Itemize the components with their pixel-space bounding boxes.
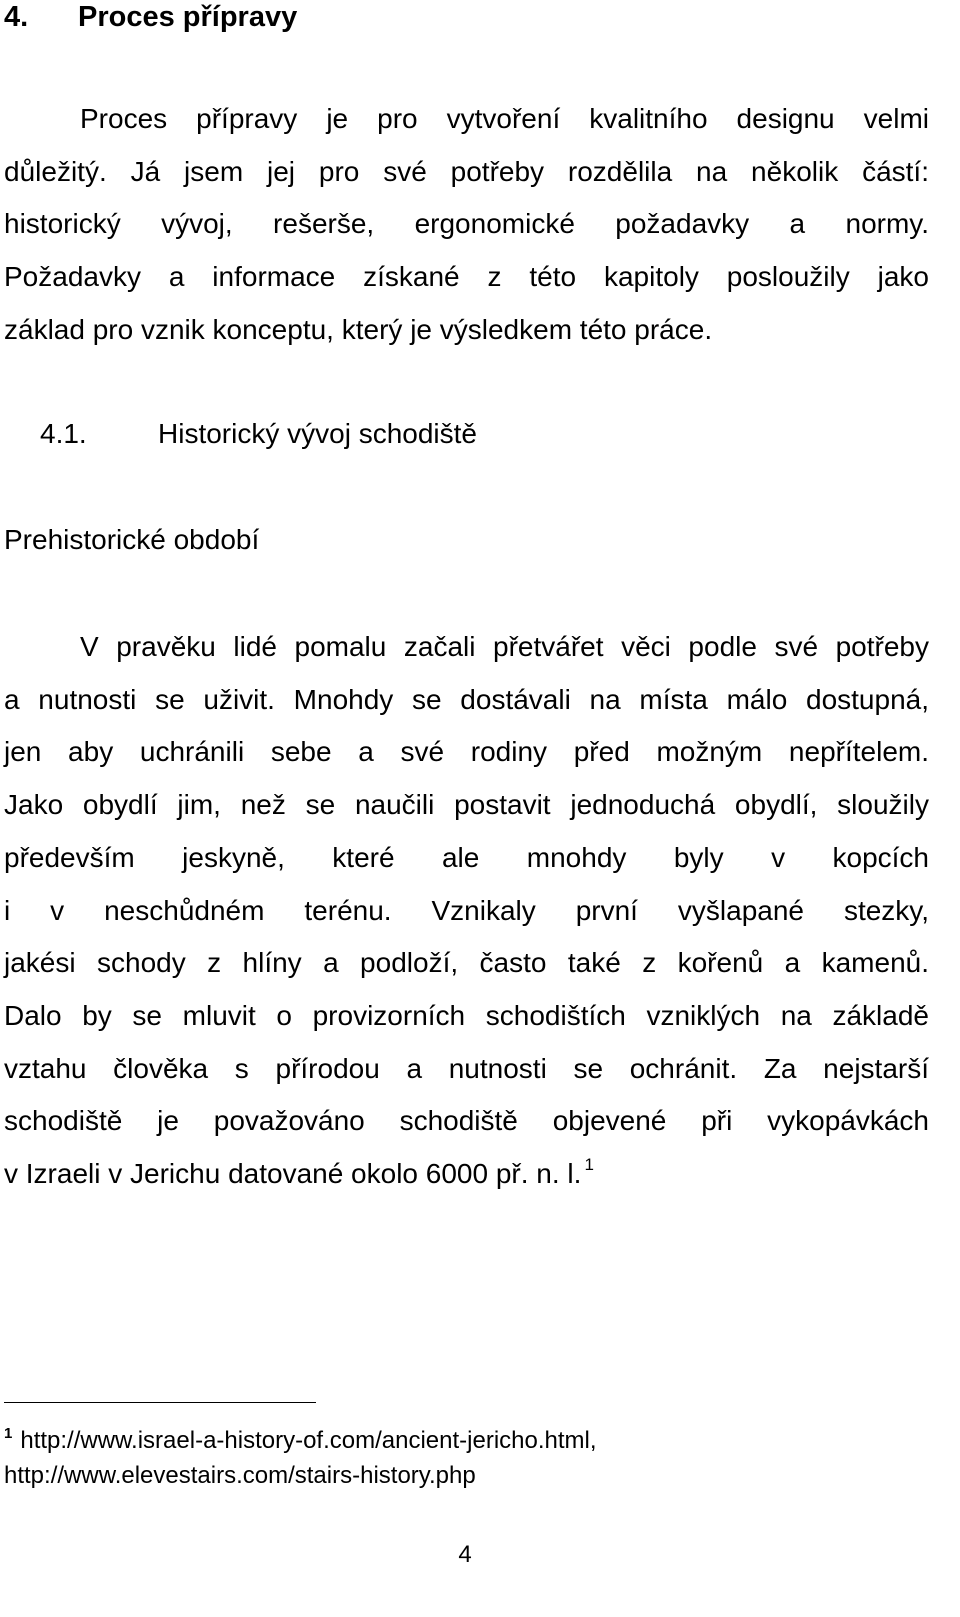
footnote-reference[interactable]: 1 [584, 1155, 594, 1175]
prehistoric-line: vztahu člověka s přírodou a nutnosti se ochránit. Za nejstarší [4, 1052, 929, 1084]
footnote-line-2 [4, 1460, 597, 1492]
footnote-mark: 1 [4, 1425, 13, 1442]
prehistoric-line: jakési schody z hlíny a podloží, často také z kořenů a kamenů. [4, 947, 929, 979]
section-title: Historický vývoj schodiště [158, 418, 477, 449]
page-number: 4 [458, 1541, 472, 1568]
chapter-heading [4, 0, 297, 34]
prehistoric-line: V pravěku lidé pomalu začali přetvářet věci podle své potřeby [80, 631, 929, 662]
intro-line: důležitý. Já jsem jej pro své potřeby rozdělila na několik částí: [4, 155, 929, 187]
section-heading [40, 414, 477, 454]
prehistoric-line: Jako obydlí jim, než se naučili postavit jednoduchá obydlí, sloužily [4, 789, 929, 821]
footnote-line-1 [4, 1425, 597, 1460]
subsection-heading: Prehistorické období [4, 524, 260, 555]
chapter-title: Proces přípravy [78, 1, 298, 33]
prehistoric-line: i v neschůdném terénu. Vznikaly první vyšlapané stezky, [4, 894, 929, 926]
footnote-separator [4, 1402, 316, 1403]
prehistoric-line: především jeskyně, které ale mnohdy byly v kopcích [4, 841, 929, 873]
footnote-link-1[interactable]: http://www.israel-a-history-of.com/ancient-jericho.html, [20, 1427, 597, 1454]
footnote [4, 1425, 597, 1492]
prehistoric-line: jen aby uchránili sebe a své rodiny před možným nepřítelem. [4, 736, 929, 768]
prehistoric-paragraph [4, 621, 929, 1205]
footnote-link-2[interactable]: http://www.elevestairs.com/stairs-history.php [4, 1462, 476, 1489]
chapter-number: 4. [4, 1, 29, 33]
prehistoric-line: a nutnosti se uživit. Mnohdy se dostávali na místa málo dostupná, [4, 683, 929, 715]
prehistoric-line: schodiště je považováno schodiště objevené při vykopávkách [4, 1105, 929, 1137]
prehistoric-line-text: v Izraeli v Jerichu datované okolo 6000 př. n. l. [4, 1158, 582, 1190]
intro-line: Požadavky a informace získané z této kapitoly posloužily jako [4, 261, 929, 293]
prehistoric-line-last [4, 1148, 929, 1205]
prehistoric-line: Dalo by se mluvit o provizorních schodištích vzniklých na základě [4, 999, 929, 1031]
section-number: 4.1. [40, 418, 87, 449]
intro-line: historický vývoj, rešerše, ergonomické požadavky a normy. [4, 208, 929, 240]
intro-line: základ pro vznik konceptu, který je výsledkem této práce. [4, 313, 713, 345]
intro-paragraph [4, 93, 929, 357]
intro-line: Proces přípravy je pro vytvoření kvalitního designu velmi [80, 103, 929, 134]
